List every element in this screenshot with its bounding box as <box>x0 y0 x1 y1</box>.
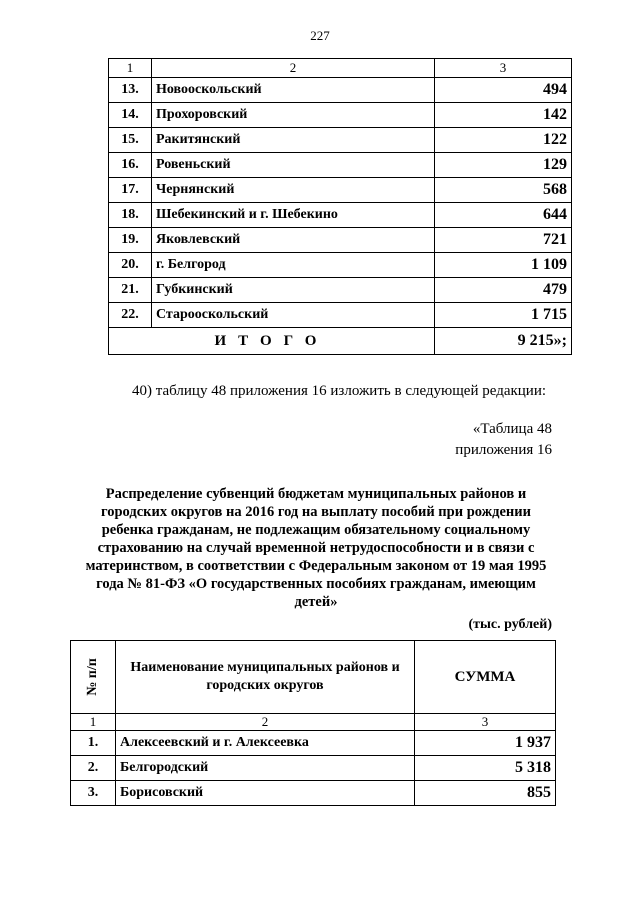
amount: 721 <box>435 228 572 253</box>
column-number-row <box>109 59 572 78</box>
caption-line-2: приложения 16 <box>455 442 552 458</box>
row-number: 2. <box>71 756 116 781</box>
table-row <box>109 303 572 328</box>
table-row <box>109 128 572 153</box>
row-number: 18. <box>109 203 152 228</box>
total-row <box>109 328 572 355</box>
header-sum: СУММА <box>415 641 556 714</box>
district-name: Губкинский <box>152 278 435 303</box>
amount: 1 715 <box>435 303 572 328</box>
units-label: (тыс. рублей) <box>468 617 552 632</box>
subvention-table-48 <box>70 640 556 806</box>
district-name: Чернянский <box>152 178 435 203</box>
column-number-1: 1 <box>71 714 116 731</box>
document-title: Распределение субвенций бюджетам муниципальных районов и городских округов на 2016 год на выплату пособий при рождении ребенка гражданам, не подлежащим обязательному социальному страхованию на случай временной нетрудоспособности и в связи с материнством, в соответствии с Федеральным законом от 19 мая 1995 года № 81-ФЗ «О государственных пособиях гражданам, имеющим детей» <box>85 486 547 610</box>
amount: 5 318 <box>415 756 556 781</box>
district-name: Новооскольский <box>152 78 435 103</box>
table-row <box>109 78 572 103</box>
row-number: 13. <box>109 78 152 103</box>
amount: 122 <box>435 128 572 153</box>
table-caption <box>455 419 552 461</box>
total-amount: 9 215»; <box>435 328 572 355</box>
row-number: 3. <box>71 781 116 806</box>
instruction-text: 40) таблицу 48 приложения 16 изложить в следующей редакции: <box>132 383 547 399</box>
district-name: Старооскольский <box>152 303 435 328</box>
table-row <box>71 756 556 781</box>
table-row <box>109 178 572 203</box>
table-row <box>71 731 556 756</box>
row-number: 17. <box>109 178 152 203</box>
district-name: Белгородский <box>116 756 415 781</box>
district-name: Яковлевский <box>152 228 435 253</box>
amount: 494 <box>435 78 572 103</box>
amount: 479 <box>435 278 572 303</box>
amount: 142 <box>435 103 572 128</box>
header-number: № п/п <box>85 658 100 696</box>
page-number: 227 <box>310 28 330 43</box>
column-header-2: 2 <box>152 59 435 78</box>
amount: 1 109 <box>435 253 572 278</box>
row-number: 19. <box>109 228 152 253</box>
subvention-table-continued <box>108 58 572 355</box>
row-number: 22. <box>109 303 152 328</box>
table-row <box>109 153 572 178</box>
column-number-2: 2 <box>116 714 415 731</box>
amount: 568 <box>435 178 572 203</box>
district-name: Ровеньский <box>152 153 435 178</box>
column-header-3: 3 <box>435 59 572 78</box>
table-row <box>71 781 556 806</box>
row-number: 1. <box>71 731 116 756</box>
amount: 1 937 <box>415 731 556 756</box>
row-number: 16. <box>109 153 152 178</box>
district-name: Борисовский <box>116 781 415 806</box>
amount: 644 <box>435 203 572 228</box>
table-row <box>109 103 572 128</box>
column-number-3: 3 <box>415 714 556 731</box>
header-name: Наименование муниципальных районов и городских округов <box>116 641 415 714</box>
district-name: Шебекинский и г. Шебекино <box>152 203 435 228</box>
district-name: Ракитянский <box>152 128 435 153</box>
amount: 129 <box>435 153 572 178</box>
row-number: 20. <box>109 253 152 278</box>
caption-line-1: «Таблица 48 <box>472 421 552 437</box>
total-label: ИТОГО <box>109 328 435 355</box>
column-number-row <box>71 714 556 731</box>
district-name: Алексеевский и г. Алексеевка <box>116 731 415 756</box>
row-number: 14. <box>109 103 152 128</box>
row-number: 21. <box>109 278 152 303</box>
table-row <box>109 278 572 303</box>
header-row <box>71 641 556 714</box>
table-row <box>109 228 572 253</box>
header-number-cell <box>71 641 116 714</box>
district-name: Прохоровский <box>152 103 435 128</box>
table-row <box>109 203 572 228</box>
amount: 855 <box>415 781 556 806</box>
column-header-1: 1 <box>109 59 152 78</box>
table-row <box>109 253 572 278</box>
row-number: 15. <box>109 128 152 153</box>
district-name: г. Белгород <box>152 253 435 278</box>
